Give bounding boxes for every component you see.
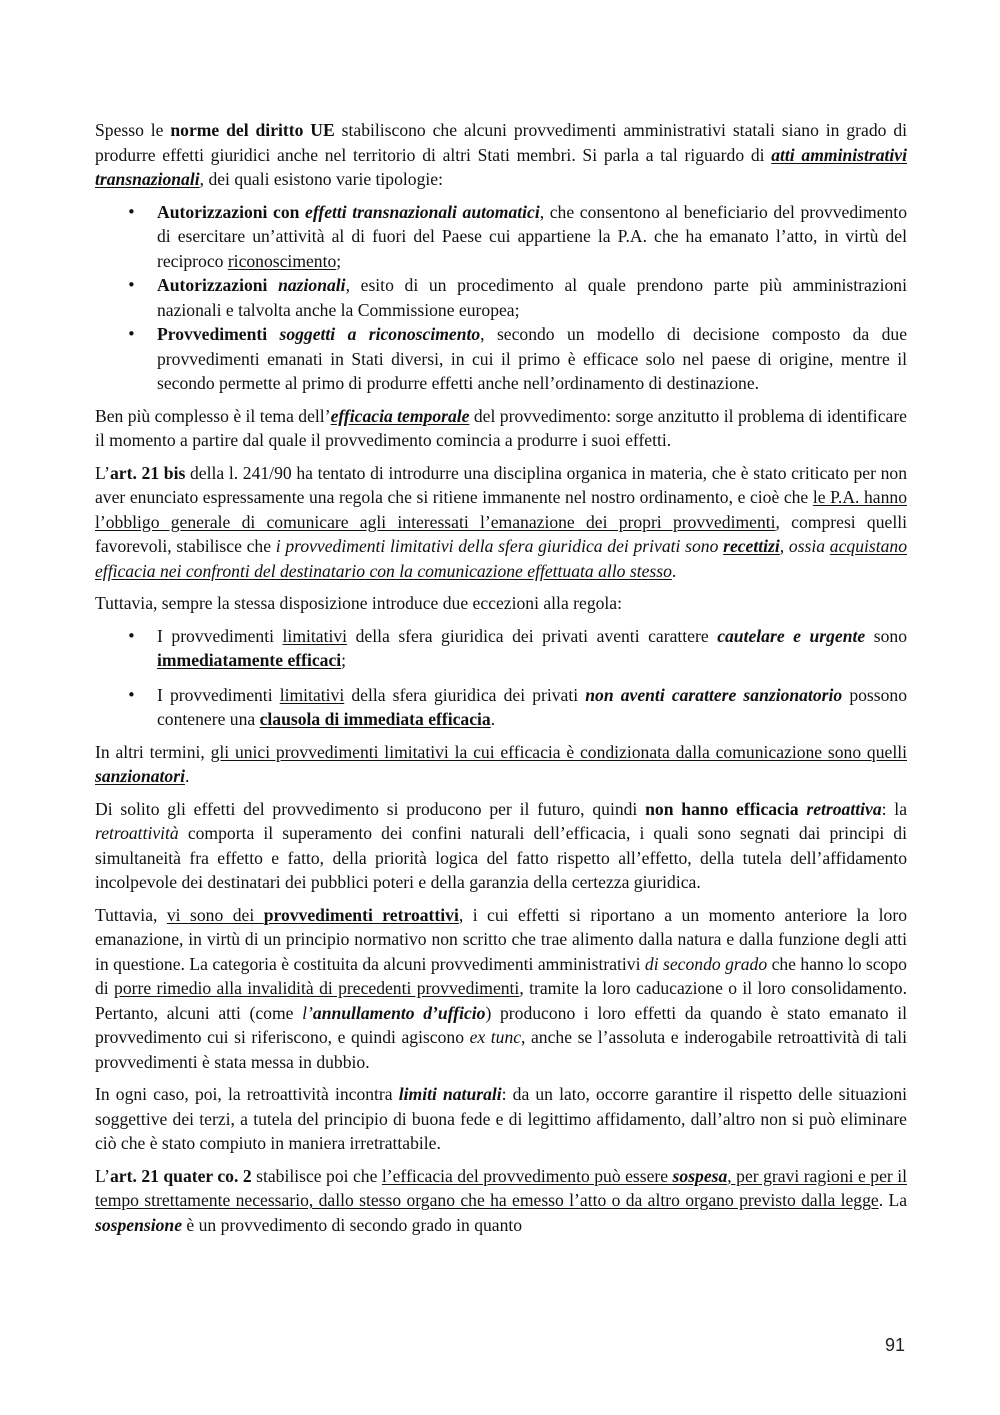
text-run: . La bbox=[878, 1190, 908, 1210]
text-run: : la bbox=[881, 798, 908, 819]
bold-italic-term: nazionali bbox=[278, 275, 346, 295]
text-run: ) producono i loro effetti da quando è stato emanato il provvedimento cui si riferiscono, e quindi agiscono bbox=[95, 1002, 908, 1047]
text-run: è un provvedimento di secondo grado in quanto bbox=[182, 1214, 523, 1235]
text-run: della sfera giuridica dei privati aventi carattere bbox=[347, 625, 718, 646]
text-run: , compresi quelli favorevoli, stabilisce che bbox=[95, 511, 907, 556]
bold-italic-term: effetti transnazionali automatici bbox=[305, 201, 540, 222]
text-run: della sfera giuridica dei privati bbox=[344, 684, 586, 705]
bold-term: norme del diritto UE bbox=[170, 120, 335, 140]
text-run: . bbox=[184, 766, 190, 786]
underlined-phrase: , per gravi ragioni e per il tempo strettamente necessario, dallo stesso organo che ha emesso l’atto o da altro organo previsto dalla legge bbox=[95, 1165, 907, 1210]
list-item bbox=[157, 200, 907, 274]
underlined-phrase: porre rimedio alla invalidità di precedenti provvedimenti bbox=[114, 978, 520, 998]
text-run: , tramite la loro caducazione o il loro consolidamento. Pertanto, alcuni atti (come bbox=[95, 978, 907, 1023]
list-item bbox=[157, 624, 907, 673]
bold-italic-term: retroattiva bbox=[806, 798, 882, 819]
bold-term: Autorizzazioni con bbox=[157, 201, 306, 222]
underlined-phrase: le P.A. hanno l’obbligo generale di comunicare agli interessati l’emanazione dei propri provvedimenti bbox=[95, 487, 907, 532]
text-run: sono bbox=[865, 625, 908, 646]
page-number: 91 bbox=[884, 1335, 905, 1355]
italic-term: di secondo grado bbox=[644, 953, 768, 974]
text-run: , i cui effetti si riportano a un momento anteriore la loro emanazione, in virtù di un principio normativo non scritto che trae alimento dalla natura e dalla funzione degli atti in questione. La categoria è costituita da alcuni provvedimenti amministrativi bbox=[95, 904, 907, 974]
paragraph-intro bbox=[95, 118, 907, 192]
text-run: ; bbox=[336, 250, 342, 271]
text-run: : da un lato, occorre garantire il rispetto delle situazioni soggettive dei terzi, a tutela del principio di buona fede e di legittimo affidamento, dall’altro non si può eliminare ciò che è stato compiuto in maniera irretrattabile. bbox=[95, 1084, 908, 1153]
text-run: Ben più complesso è il tema dell’ bbox=[95, 405, 331, 426]
underlined-term: efficacia temporale bbox=[330, 405, 470, 426]
underlined-phrase: gli unici provvedimenti limitativi la cui efficacia è condizionata dalla comunicazione sono quelli bbox=[210, 741, 907, 762]
text-run: ; bbox=[341, 650, 347, 670]
bold-term: art. 21 bis bbox=[110, 462, 186, 483]
text-run: , secondo un modello di decisione composto da due provvedimenti emanati in Stati diversi, in cui il primo è efficace solo nel paese di origine, mentre il secondo permette al primo di produrre effetti anche nell’ordinamento di destinazione. bbox=[157, 324, 907, 393]
document-body bbox=[95, 118, 907, 1245]
text-run: del provvedimento: sorge anzitutto il problema di identificare il momento a partire dal quale il provvedimento comincia a produrre i suoi effetti. bbox=[95, 405, 907, 450]
underlined-term: limitativi bbox=[282, 625, 348, 646]
paragraph-efficacia-temporale bbox=[95, 404, 907, 453]
bold-italic-term: sospensione bbox=[95, 1214, 183, 1235]
paragraph-provvedimenti-retroattivi bbox=[95, 903, 907, 1075]
paragraph-art-21-quater bbox=[95, 1164, 907, 1238]
underlined-term: sospesa bbox=[672, 1165, 728, 1186]
text-run: , che consentono al beneficiario del provvedimento di esercitare un’attività al di fuori del Paese cui appartiene la P.A. che ha emanato l’atto, in virtù del reciproco bbox=[157, 201, 907, 271]
text-run: , dei quali esistono varie tipologie: bbox=[199, 169, 443, 189]
bold-term: non hanno efficacia bbox=[645, 798, 807, 819]
text-run: In altri termini, bbox=[95, 741, 211, 762]
text-run: Tuttavia, bbox=[95, 904, 167, 925]
paragraph-eccezioni: Tuttavia, sempre la stessa disposizione introduce due eccezioni alla regola: bbox=[95, 593, 622, 613]
bold-italic-term: limiti naturali bbox=[398, 1084, 502, 1104]
bullet-list-types bbox=[95, 200, 907, 396]
underlined-phrase: acquistano efficacia nei confronti del destinatario con la comunicazione effettuata allo stesso bbox=[95, 536, 908, 581]
text-run: I provvedimenti bbox=[157, 684, 280, 705]
paragraph-altri-termini bbox=[95, 740, 907, 789]
text-run: che hanno lo scopo di bbox=[95, 953, 907, 998]
bold-italic-term: non aventi carattere sanzionatorio bbox=[585, 684, 843, 705]
underlined-term: atti amministrativi transnazionali bbox=[95, 144, 907, 189]
text-run: , esito di un procedimento al quale prendono parte più amministrazioni nazionali e talvolta anche la Commissione europea; bbox=[157, 275, 907, 320]
underlined-term: recettizi bbox=[723, 536, 780, 556]
italic-phrase: , ossia bbox=[779, 536, 830, 556]
text-run: possono contenere una bbox=[157, 684, 907, 729]
paragraph-limiti-naturali bbox=[95, 1082, 907, 1156]
italic-phrase: i provvedimenti limitativi della sfera giuridica dei privati sono bbox=[275, 536, 724, 556]
text-run: L’ bbox=[95, 462, 110, 483]
bold-term: art. 21 quater co. 2 bbox=[110, 1165, 252, 1186]
text-run: L’ bbox=[95, 1165, 110, 1186]
italic-term: l’ bbox=[302, 1002, 313, 1023]
paragraph-retroattivita bbox=[95, 797, 907, 895]
underlined-phrase: vi sono dei bbox=[166, 904, 264, 925]
text-run: Di solito gli effetti del provvedimento si producono per il futuro, quindi bbox=[95, 798, 646, 819]
italic-term: retroattività bbox=[95, 823, 179, 843]
underlined-term: provvedimenti retroattivi bbox=[263, 904, 459, 925]
text-run: comporta il superamento dei confini naturali dell’efficacia, i quali sono segnati dai principi di simultaneità fra effetto e fatto, della priorità logica del fatto rispetto all’effetto, della tutela dell’affidamento incolpevole dei destinatari dei pubblici poteri e della garanzia della certezza giuridica. bbox=[95, 823, 907, 892]
text-run: stabiliscono che alcuni provvedimenti amministrativi statali siano in grado di produrre effetti giuridici anche nel territorio di altri Stati membri. Si parla a tal riguardo di bbox=[95, 120, 908, 165]
underlined-term: immediatamente efficaci bbox=[157, 650, 342, 670]
text-run: . bbox=[671, 560, 677, 581]
underlined-term: riconoscimento bbox=[227, 250, 337, 271]
bold-term: Provvedimenti bbox=[157, 324, 280, 344]
text-run: stabilisce poi che bbox=[251, 1165, 382, 1186]
list-item bbox=[157, 273, 907, 322]
text-run: . bbox=[490, 709, 496, 729]
bold-term: Autorizzazioni bbox=[157, 275, 279, 295]
underlined-term: sanzionatori bbox=[95, 766, 185, 786]
bold-italic-term: annullamento d’ufficio bbox=[312, 1002, 486, 1023]
text-run: In ogni caso, poi, la retroattività incontra bbox=[95, 1084, 399, 1104]
bold-italic-term: soggetti a riconoscimento bbox=[279, 324, 481, 344]
paragraph-art-21-bis bbox=[95, 461, 907, 584]
underlined-term: limitativi bbox=[279, 684, 345, 705]
list-item bbox=[157, 322, 907, 396]
text-run: , anche se l’assoluta e inderogabile retroattività di tali provvedimenti è stata messa in dubbio. bbox=[95, 1027, 907, 1072]
underlined-phrase: l’efficacia del provvedimento può essere bbox=[381, 1165, 673, 1186]
text-run: Spesso le bbox=[95, 120, 171, 140]
italic-term: ex tunc bbox=[469, 1027, 522, 1047]
bullet-list-eccezioni bbox=[95, 624, 907, 732]
text-run: I provvedimenti bbox=[157, 625, 283, 646]
list-item bbox=[157, 683, 907, 732]
text-run: della l. 241/90 ha tentato di introdurre una disciplina organica in materia, che è stato criticato per non aver enunciato espressamente una regola che si ritiene immanente nel nostro ordinamento, e cioè che bbox=[95, 462, 907, 507]
bold-italic-term: cautelare e urgente bbox=[717, 625, 866, 646]
underlined-term: clausola di immediata efficacia bbox=[259, 709, 491, 729]
